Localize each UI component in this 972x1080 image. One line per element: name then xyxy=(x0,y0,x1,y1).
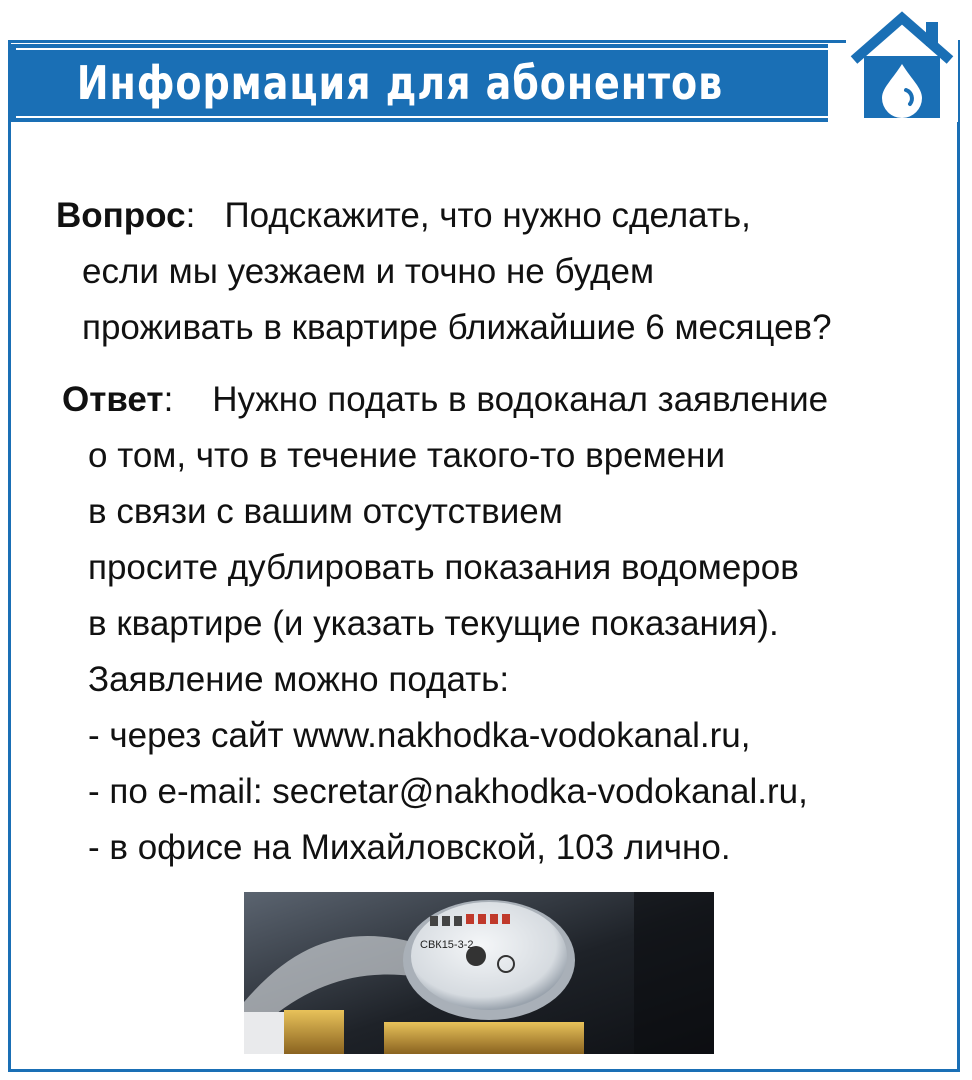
answer-line: - по e-mail: secretar@nakhodka-vodokanal.ru, xyxy=(88,772,808,811)
page-title: Информация для абонентов xyxy=(76,56,724,110)
answer-label: Ответ xyxy=(62,380,164,419)
answer-line: просите дублировать показания водомеров xyxy=(88,548,799,587)
house-water-drop-icon xyxy=(846,10,958,122)
answer-line: в квартире (и указать текущие показания). xyxy=(88,604,779,643)
answer-line: Нужно подать в водоканал заявление xyxy=(212,380,829,419)
question-label: Вопрос xyxy=(56,196,186,235)
answer-line: - через сайт www.nakhodka-vodokanal.ru, xyxy=(88,716,751,755)
question-line: Подскажите, что нужно сделать, xyxy=(224,196,751,235)
answer-line: в связи с вашим отсутствием xyxy=(88,492,563,531)
answer-line: - в офисе на Михайловской, 103 лично. xyxy=(88,828,731,867)
water-meter-photo xyxy=(244,892,714,1054)
question-block: Вопрос: Подскажите, что нужно сделать, если мы уезжаем и точно не будем проживать в квартире ближайшие 6 месяцев? xyxy=(56,188,932,356)
meter-model-label: СВК15-3-2 xyxy=(420,939,474,951)
answer-line: Заявление можно подать: xyxy=(88,660,510,699)
question-line: если мы уезжаем и точно не будем xyxy=(82,252,655,291)
answer-line: о том, что в течение такого-то времени xyxy=(88,436,726,475)
answer-block: Ответ: Нужно подать в водоканал заявление о том, что в течение такого-то времени в связи с вашим отсутствием просите дублировать показания водомеров в квартире (и указать текущие показания). Заявление можно подать: - через сайт www.nakhodka-vodokanal.ru, - по e-mail: secretar@nakhodka-vodokanal.ru, - в офисе на Михайловской, 103 лично. xyxy=(62,372,932,876)
header-banner xyxy=(8,44,828,122)
question-line: проживать в квартире ближайшие 6 месяцев? xyxy=(82,308,832,347)
